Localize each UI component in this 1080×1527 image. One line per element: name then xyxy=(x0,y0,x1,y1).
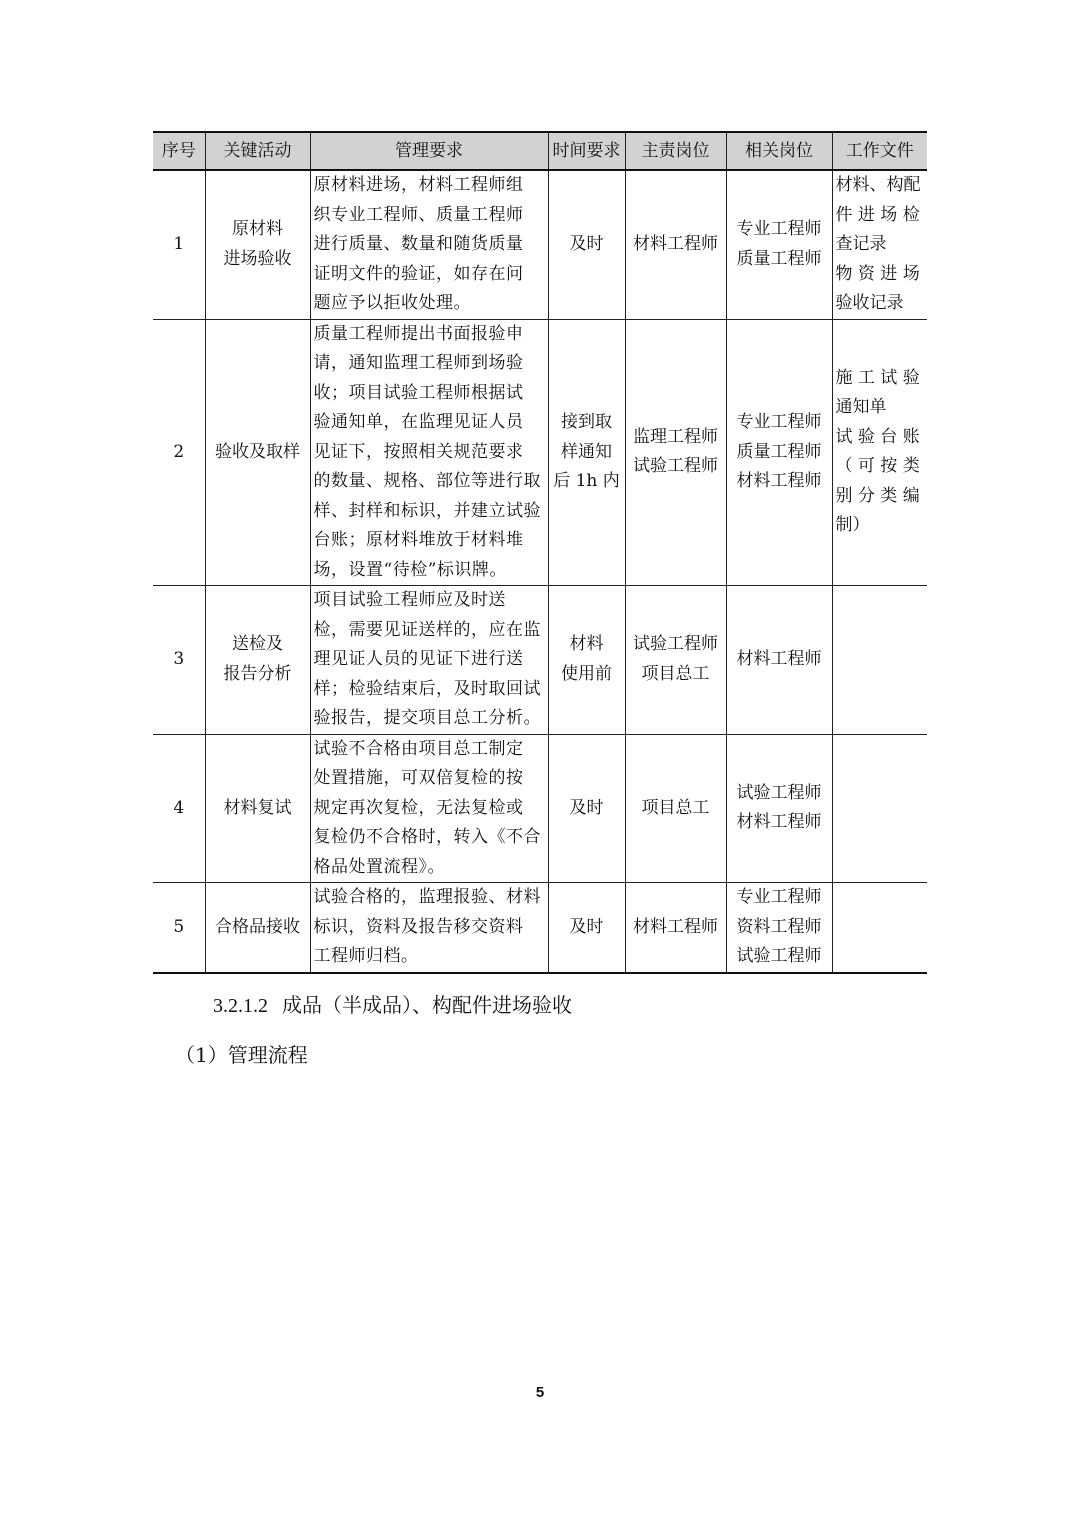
cell-related xyxy=(726,586,832,735)
cell-no: 1 xyxy=(153,170,205,319)
cell-owner-line: 项目总工 xyxy=(641,663,710,684)
cell-activity-line: 原材料 xyxy=(232,219,283,240)
cell-no: 4 xyxy=(153,734,205,883)
cell-requirement-line: 处置措施，可双倍复检的按 xyxy=(313,768,524,788)
col-header-files: 工作文件 xyxy=(832,132,927,170)
cell-requirement-line: 见证下，按照相关规范要求 xyxy=(313,441,524,462)
subsection-heading: （1）管理流程 xyxy=(175,1043,308,1067)
col-header-activity: 关键活动 xyxy=(205,132,310,170)
cell-requirement-line: 验报告，提交项目总工分析。 xyxy=(313,708,541,728)
cell-time-line: 后 1h 内 xyxy=(553,471,620,491)
cell-requirement-line: 理见证人员的见证下进行送 xyxy=(313,649,524,669)
cell-related-line: 试验工程师 xyxy=(736,782,822,803)
cell-requirement-line: 的数量、规格、部位等进行取 xyxy=(313,471,541,491)
cell-requirement-line: 标识，资料及报告移交资料 xyxy=(313,916,524,937)
cell-time xyxy=(548,586,625,735)
cell-related-line: 材料工程师 xyxy=(736,649,822,669)
section-heading xyxy=(213,990,572,1021)
table-row xyxy=(153,883,927,973)
cell-requirement xyxy=(310,319,548,586)
cell-requirement-line: 规定再次复检，无法复检或 xyxy=(313,797,524,818)
col-header-owner: 主责岗位 xyxy=(625,132,726,170)
cell-requirement-line: 验通知单，在监理见证人员 xyxy=(313,412,524,432)
cell-time xyxy=(548,883,625,973)
cell-owner xyxy=(625,883,726,973)
cell-activity-line: 验收及取样 xyxy=(215,441,300,462)
cell-related xyxy=(726,734,832,883)
cell-time xyxy=(548,319,625,586)
cell-requirement-line: 样、封样和标识，并建立试验 xyxy=(313,500,541,521)
cell-related-line: 材料工程师 xyxy=(736,812,822,833)
cell-related-line: 试验工程师 xyxy=(736,946,822,966)
cell-owner-line: 试验工程师 xyxy=(633,456,718,477)
cell-files-line: 试 验 台 账 xyxy=(835,426,920,447)
cell-requirement xyxy=(310,883,548,973)
cell-requirement-line: 证明文件的验证，如存在问 xyxy=(313,263,524,284)
cell-files-line: 施 工 试 验 xyxy=(835,367,920,388)
cell-related-line: 质量工程师 xyxy=(736,441,822,462)
cell-owner-line: 试验工程师 xyxy=(633,634,718,655)
cell-related xyxy=(726,170,832,319)
col-header-requirement: 管理要求 xyxy=(310,132,548,170)
cell-no: 2 xyxy=(153,319,205,586)
cell-owner-line: 材料工程师 xyxy=(633,916,718,937)
cell-requirement xyxy=(310,586,548,735)
cell-activity-line: 送检及 xyxy=(232,634,283,655)
table-row xyxy=(153,734,927,883)
table-row xyxy=(153,319,927,586)
cell-requirement-line: 题应予以拒收处理。 xyxy=(313,293,471,313)
page-number: 5 xyxy=(535,1384,545,1401)
cell-activity-line: 报告分析 xyxy=(223,663,292,684)
cell-time xyxy=(548,170,625,319)
table-header-row xyxy=(153,132,927,170)
cell-requirement-line: 收；项目试验工程师根据试 xyxy=(313,382,524,403)
cell-time-line: 材料 xyxy=(569,634,604,655)
cell-related-line: 专业工程师 xyxy=(736,412,822,432)
col-header-related: 相关岗位 xyxy=(726,132,832,170)
cell-requirement xyxy=(310,734,548,883)
cell-files-line: 通知单 xyxy=(835,397,887,418)
management-table xyxy=(153,131,927,974)
cell-owner-line: 监理工程师 xyxy=(633,426,718,447)
cell-requirement-line: 格品处置流程》。 xyxy=(313,856,445,877)
cell-files-line: 物 资 进 场 xyxy=(835,263,920,284)
cell-requirement-line: 进行质量、数量和随货质量 xyxy=(313,234,524,254)
cell-requirement-line: 试验不合格由项目总工制定 xyxy=(313,738,524,759)
cell-related xyxy=(726,319,832,586)
cell-related-line: 专业工程师 xyxy=(736,219,822,240)
cell-activity xyxy=(205,734,310,883)
cell-requirement-line: 请，通知监理工程师到场验 xyxy=(313,353,524,373)
cell-activity-line: 进场验收 xyxy=(223,248,292,269)
cell-requirement-line: 项目试验工程师应及时送 xyxy=(313,590,506,610)
cell-files xyxy=(832,319,927,586)
cell-owner xyxy=(625,319,726,586)
cell-files xyxy=(832,734,927,883)
cell-activity xyxy=(205,883,310,973)
cell-files xyxy=(832,883,927,973)
cell-activity xyxy=(205,319,310,586)
cell-requirement-line: 织专业工程师、质量工程师 xyxy=(313,204,524,225)
cell-time xyxy=(548,734,625,883)
cell-requirement-line: 检，需要见证送样的，应在监 xyxy=(313,619,541,640)
cell-requirement-line: 场，设置“待检”标识牌。 xyxy=(313,559,507,580)
cell-requirement-line: 试验合格的，监理报验、材料 xyxy=(313,887,541,907)
cell-time-line: 样通知 xyxy=(561,441,612,462)
cell-activity-line: 合格品接收 xyxy=(215,916,300,937)
cell-time-line: 使用前 xyxy=(561,663,612,684)
section-title: 成品（半成品）、构配件进场验收 xyxy=(282,993,572,1017)
col-header-no: 序号 xyxy=(153,132,205,170)
cell-files-line: 制） xyxy=(835,515,870,536)
cell-activity-line: 材料复试 xyxy=(223,797,292,818)
cell-no: 3 xyxy=(153,586,205,735)
cell-requirement-line: 质量工程师提出书面报验申 xyxy=(313,323,524,344)
cell-files-line: 件 进 场 检 xyxy=(835,204,920,225)
cell-requirement-line: 样；检验结束后，及时取回试 xyxy=(313,678,541,699)
cell-requirement xyxy=(310,170,548,319)
cell-time-line: 及时 xyxy=(569,916,604,937)
cell-files-line: 查记录 xyxy=(835,234,887,254)
cell-requirement-line: 台账；原材料堆放于材料堆 xyxy=(313,530,524,550)
cell-related-line: 质量工程师 xyxy=(736,248,822,269)
cell-files-line: （ 可 按 类 xyxy=(835,456,920,477)
table-row xyxy=(153,170,927,319)
cell-related-line: 专业工程师 xyxy=(736,887,822,907)
cell-owner-line: 项目总工 xyxy=(641,797,710,818)
cell-owner xyxy=(625,734,726,883)
cell-files-line: 别 分 类 编 xyxy=(835,485,920,506)
cell-owner-line: 材料工程师 xyxy=(633,234,718,254)
section-number: 3.2.1.2 xyxy=(213,995,268,1017)
cell-activity xyxy=(205,170,310,319)
table-row xyxy=(153,586,927,735)
cell-related xyxy=(726,883,832,973)
cell-time-line: 接到取 xyxy=(561,412,612,432)
cell-requirement-line: 工程师归档。 xyxy=(313,946,419,966)
cell-owner xyxy=(625,170,726,319)
cell-time-line: 及时 xyxy=(569,797,604,818)
col-header-time: 时间要求 xyxy=(548,132,625,170)
cell-files xyxy=(832,586,927,735)
cell-files-line: 材料、构配 xyxy=(835,175,921,195)
cell-activity xyxy=(205,586,310,735)
cell-requirement-line: 复检仍不合格时，转入《不合 xyxy=(313,827,541,847)
cell-owner xyxy=(625,586,726,735)
cell-files-line: 验收记录 xyxy=(835,293,904,313)
cell-related-line: 资料工程师 xyxy=(736,916,822,937)
cell-files xyxy=(832,170,927,319)
cell-related-line: 材料工程师 xyxy=(736,471,822,491)
cell-requirement-line: 原材料进场，材料工程师组 xyxy=(313,175,524,195)
cell-time-line: 及时 xyxy=(569,234,604,254)
cell-no: 5 xyxy=(153,883,205,973)
